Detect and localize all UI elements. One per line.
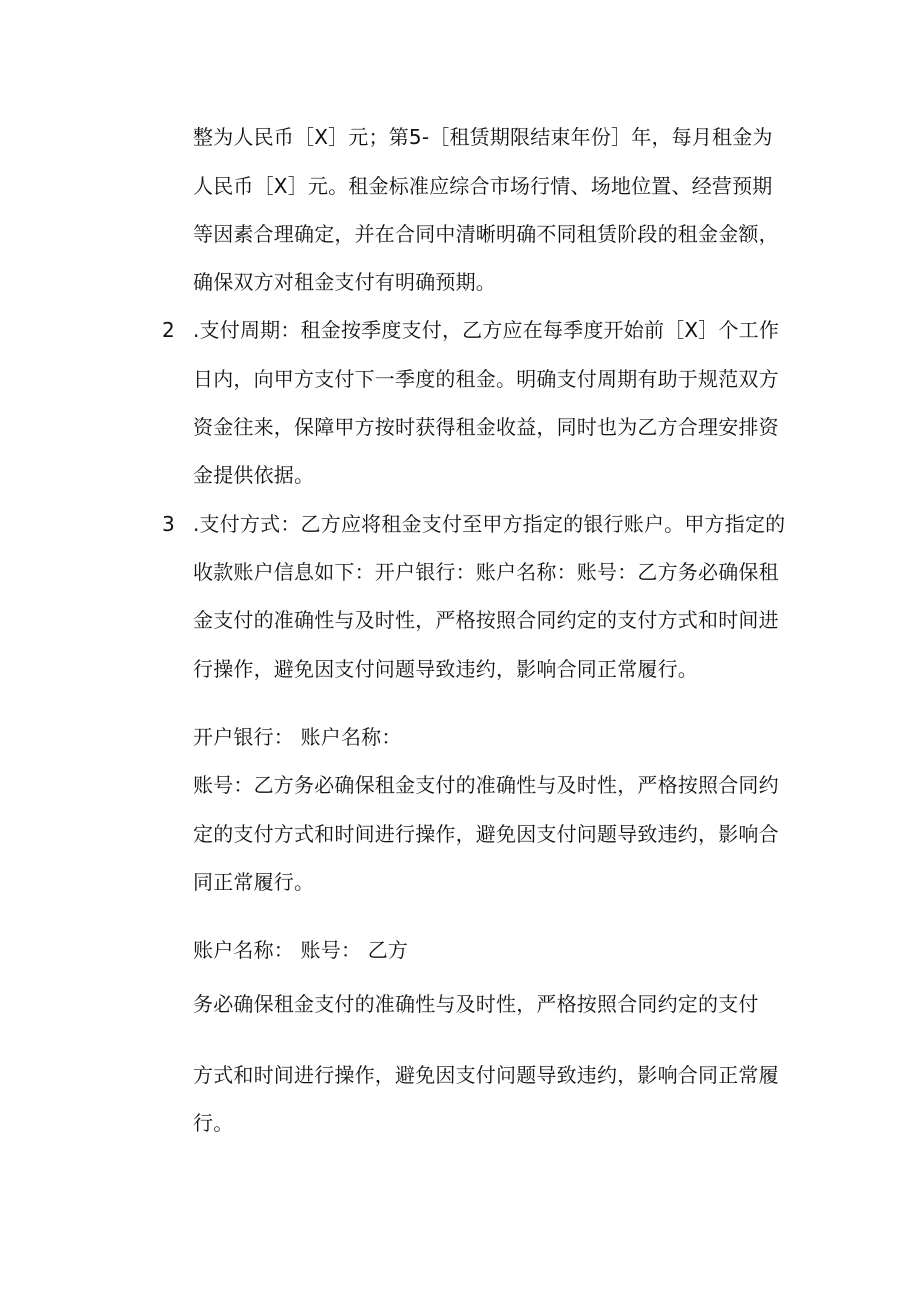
item-3-line-3: 金支付的准确性与及时性，严格按照合同约定的支付方式和时间进	[193, 608, 779, 632]
item-3-line-2: 收款账户信息如下：开户银行：账户名称：账号：乙方务必确保租	[193, 560, 779, 584]
item-3-line-1: .支付方式：乙方应将租金支付至甲方指定的银行账户。甲方指定的	[193, 512, 786, 536]
block-5-line-1: 账户名称： 账号： 乙方	[193, 938, 409, 962]
block-4-line-3: 定的支付方式和时间进行操作，避免因支付问题导致违约，影响合	[193, 822, 779, 846]
block-4-line-2: 账号：乙方务必确保租金支付的准确性与及时性，严格按照合同约	[193, 773, 779, 797]
block-5-line-4: 行。	[193, 1111, 234, 1135]
block-4-line-4: 同正常履行。	[193, 870, 315, 894]
item-3-line-4: 行操作，避免因支付问题导致违约，影响合同正常履行。	[193, 657, 698, 681]
item-2-line-3: 资金往来，保障甲方按时获得租金收益，同时也为乙方合理安排资	[193, 415, 779, 439]
paragraph-1-line-4: 确保双方对租金支付有明确预期。	[193, 270, 496, 294]
block-5-line-3: 方式和时间进行操作，避免因支付问题导致违约，影响合同正常履	[193, 1063, 779, 1087]
item-2-line-4: 金提供依据。	[193, 463, 315, 487]
item-2-line-2: 日内，向甲方支付下一季度的租金。明确支付周期有助于规范双方	[193, 367, 779, 391]
paragraph-1-line-2: 人民币［X］元。租金标准应综合市场行情、场地位置、经营预期	[193, 174, 773, 198]
item-2-number: 2	[162, 318, 175, 342]
block-4-line-1: 开户银行： 账户名称：	[193, 725, 402, 749]
block-5-line-2: 务必确保租金支付的准确性与及时性，严格按照合同约定的支付	[193, 992, 759, 1016]
item-3-number: 3	[162, 512, 175, 536]
paragraph-1-line-1: 整为人民币［X］元；第5-［租赁期限结束年份］年，每月租金为	[193, 125, 773, 149]
paragraph-1-line-3: 等因素合理确定，并在合同中清晰明确不同租赁阶段的租金金额，	[193, 222, 779, 246]
item-2-line-1: .支付周期：租金按季度支付，乙方应在每季度开始前［X］个工作	[193, 318, 780, 342]
